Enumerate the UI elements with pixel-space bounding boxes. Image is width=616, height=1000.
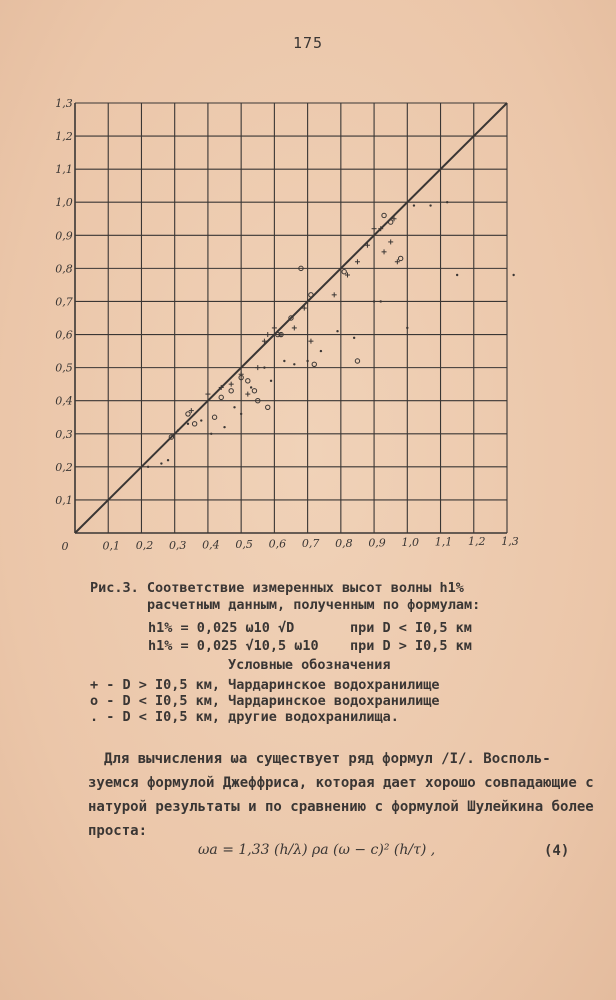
reference-line: [75, 103, 507, 533]
dot-marker: [270, 380, 272, 382]
dot-marker: [456, 274, 458, 276]
circle-marker: [342, 269, 346, 273]
circle-marker: [312, 362, 316, 366]
dot-marker: [187, 423, 189, 425]
dot-marker: [240, 413, 242, 415]
caption-line-1: Рис.3. Соответствие измеренных высот волны h1%: [90, 580, 464, 596]
formula-2-condition: при D > I0,5 км: [350, 638, 472, 654]
x-tick-label: 0,8: [335, 536, 353, 550]
caption-line-2: расчетным данным, полученным по формулам:: [147, 597, 481, 613]
legend: [90, 677, 440, 725]
y-tick-label: 0,5: [55, 361, 73, 375]
plus-marker: [308, 339, 313, 344]
equation-number: (4): [544, 843, 570, 859]
plus-marker: [265, 332, 270, 337]
x-tick-label: 0,1: [102, 539, 120, 553]
plus-marker: [272, 325, 277, 330]
x-tick-label: 0,2: [135, 539, 154, 553]
legend-title: Условные обозначения: [228, 657, 391, 673]
dot-marker: [373, 300, 375, 302]
body-line-3: натурой результаты и по сравнению с формулой Шулейкина более: [88, 799, 594, 815]
x-tick-label: 0,4: [202, 538, 220, 552]
circle-marker: [229, 389, 233, 393]
dot-marker: [446, 201, 448, 203]
page-number: 175: [292, 34, 324, 52]
circle-marker: [388, 220, 392, 224]
formula-1: h1% = 0,025 ω10 √D: [148, 620, 295, 636]
circle-marker: [246, 379, 250, 383]
plus-marker: [372, 226, 377, 231]
dot-marker: [413, 204, 415, 206]
formula-2: h1% = 0,025 √10,5 ω10: [148, 638, 319, 654]
chart-grid: [75, 103, 507, 533]
dot-marker: [512, 274, 514, 276]
circle-marker: [219, 395, 223, 399]
legend-item-plus: + - D > I0,5 км, Чардаринское водохранилище: [90, 677, 440, 693]
circle-marker: [309, 293, 313, 297]
body-line-4: проста:: [88, 823, 148, 839]
plus-marker: [292, 325, 297, 330]
x-tick-label: 0,9: [368, 536, 386, 550]
plus-marker: [255, 365, 260, 370]
dot-marker: [263, 366, 265, 368]
circle-marker: [398, 256, 402, 260]
dot-marker: [210, 433, 212, 435]
y-tick-label: 0,2: [55, 460, 73, 474]
circle-marker: [355, 359, 359, 363]
x-tick-label: 0,6: [268, 537, 287, 551]
dot-marker: [293, 363, 295, 365]
x-tick-label: 1,1: [434, 535, 453, 549]
circle-marker: [212, 415, 216, 419]
dot-marker: [160, 462, 162, 464]
y-tick-label: 0,1: [55, 493, 73, 507]
plus-marker: [355, 259, 360, 264]
x-tick-label: 0: [61, 540, 69, 553]
dot-marker: [320, 350, 322, 352]
dot-marker: [380, 300, 382, 302]
y-tick-label: 0,7: [55, 295, 73, 309]
body-paragraph: [88, 747, 594, 843]
circle-marker: [252, 389, 256, 393]
x-tick-label: 1,0: [401, 536, 420, 549]
dot-marker: [200, 419, 202, 421]
circle-marker: [382, 213, 386, 217]
y-tick-label: 1,1: [55, 163, 73, 177]
x-tick-label: 0,3: [168, 538, 187, 552]
y-tick-label: 0,4: [55, 394, 73, 408]
dot-marker: [406, 327, 408, 329]
figure-caption: [90, 580, 590, 614]
circle-marker: [192, 422, 196, 426]
dot-marker: [167, 459, 169, 461]
plus-marker: [332, 292, 337, 297]
equation: ωa = 1,33 (h/λ) ρa (ω − c)² (h/τ) ,: [198, 842, 436, 858]
legend-item-circle: o - D < I0,5 км, Чардаринское водохранилище: [90, 693, 440, 709]
y-tick-label: 1,0: [55, 196, 73, 210]
x-tick-label: 0,5: [235, 538, 253, 551]
circle-marker: [266, 405, 270, 409]
dot-marker: [177, 429, 179, 431]
y-tick-label: 1,2: [55, 130, 73, 144]
plus-marker: [245, 392, 250, 397]
dot-marker: [223, 426, 225, 428]
y-tick-label: 0,3: [55, 427, 73, 441]
y-tick-label: 0,8: [55, 262, 73, 276]
x-tick-label: 1,3: [501, 534, 519, 548]
dot-marker: [283, 360, 285, 362]
formula-1-condition: при D < I0,5 км: [350, 620, 472, 636]
plus-marker: [205, 392, 210, 397]
dot-marker: [147, 466, 149, 468]
dot-marker: [336, 330, 338, 332]
y-tick-label: 1,3: [55, 97, 73, 110]
plus-marker: [229, 382, 234, 387]
body-line-2: зуемся формулой Джеффриса, которая дает хорошо совпадающие с: [88, 775, 594, 791]
circle-marker: [186, 412, 190, 416]
plus-marker: [388, 239, 393, 244]
dot-marker: [250, 386, 252, 388]
x-tick-label: 0,7: [301, 537, 320, 551]
body-line-1: Для вычисления ωa существует ряд формул /I/. Восполь-: [104, 751, 551, 767]
x-tick-label: 1,2: [468, 535, 486, 549]
dot-marker: [353, 337, 355, 339]
dot-marker: [306, 360, 308, 362]
y-tick-label: 0,9: [55, 229, 73, 243]
dot-marker: [429, 204, 431, 206]
legend-item-dot: . - D < I0,5 км, другие водохранилища.: [90, 709, 399, 725]
plus-marker: [382, 249, 387, 254]
dot-marker: [233, 406, 235, 408]
y-tick-label: 0,6: [55, 328, 73, 342]
